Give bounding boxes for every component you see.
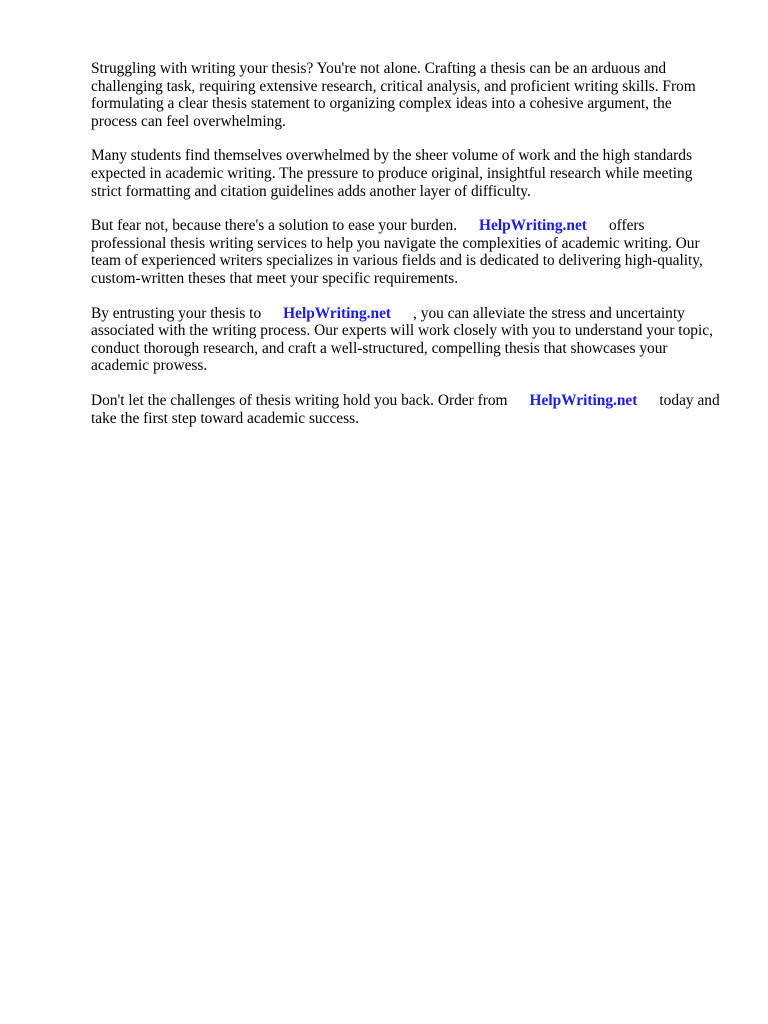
paragraph-text: Many students find themselves overwhelmed by the sheer volume of work and the high standards expected in academic writing. The pressure to produce original, insightful research while meeting strict formatting and citation guidelines adds another layer of difficulty. [91, 147, 693, 200]
paragraph-text-after: , you can alleviate the stress and uncertainty associated with the writing process. Our experts will work closely with you to understand your topic, conduct thorough research, and craft a well-structured, compelling thesis that showcases your academic prowess. [91, 304, 713, 375]
paragraph-text-after: offers professional thesis writing services to help you navigate the complexities of academic writing. Our team of experienced writers specializes in various fields and is dedicated to delivering high-quality, custom-written theses that meet your specific requirements. [91, 217, 703, 287]
paragraph-text-before: But fear not, because there's a solution to ease your burden. [91, 217, 458, 235]
paragraph-text-before: Don't let the challenges of thesis writing hold you back. Order from [91, 391, 508, 409]
paragraph-entrusting [91, 305, 721, 375]
paragraph-call-to-action [91, 392, 721, 427]
helpwriting-link[interactable]: HelpWriting.net [529, 391, 638, 409]
document-body [91, 60, 721, 444]
helpwriting-link[interactable]: HelpWriting.net [283, 304, 392, 322]
paragraph-pressure [91, 147, 721, 200]
paragraph-solution [91, 217, 721, 287]
paragraph-intro [91, 60, 721, 130]
paragraph-text: Struggling with writing your thesis? You're not alone. Crafting a thesis can be an arduous and challenging task, requiring extensive research, critical analysis, and proficient writing skills. From formulating a clear thesis statement to organizing complex ideas into a cohesive argument, the process can feel overwhelming. [91, 60, 696, 130]
paragraph-text-before: By entrusting your thesis to [91, 304, 262, 322]
helpwriting-link[interactable]: HelpWriting.net [479, 217, 587, 235]
paragraph-text-after: today and take the first step toward academic success. [91, 391, 720, 427]
